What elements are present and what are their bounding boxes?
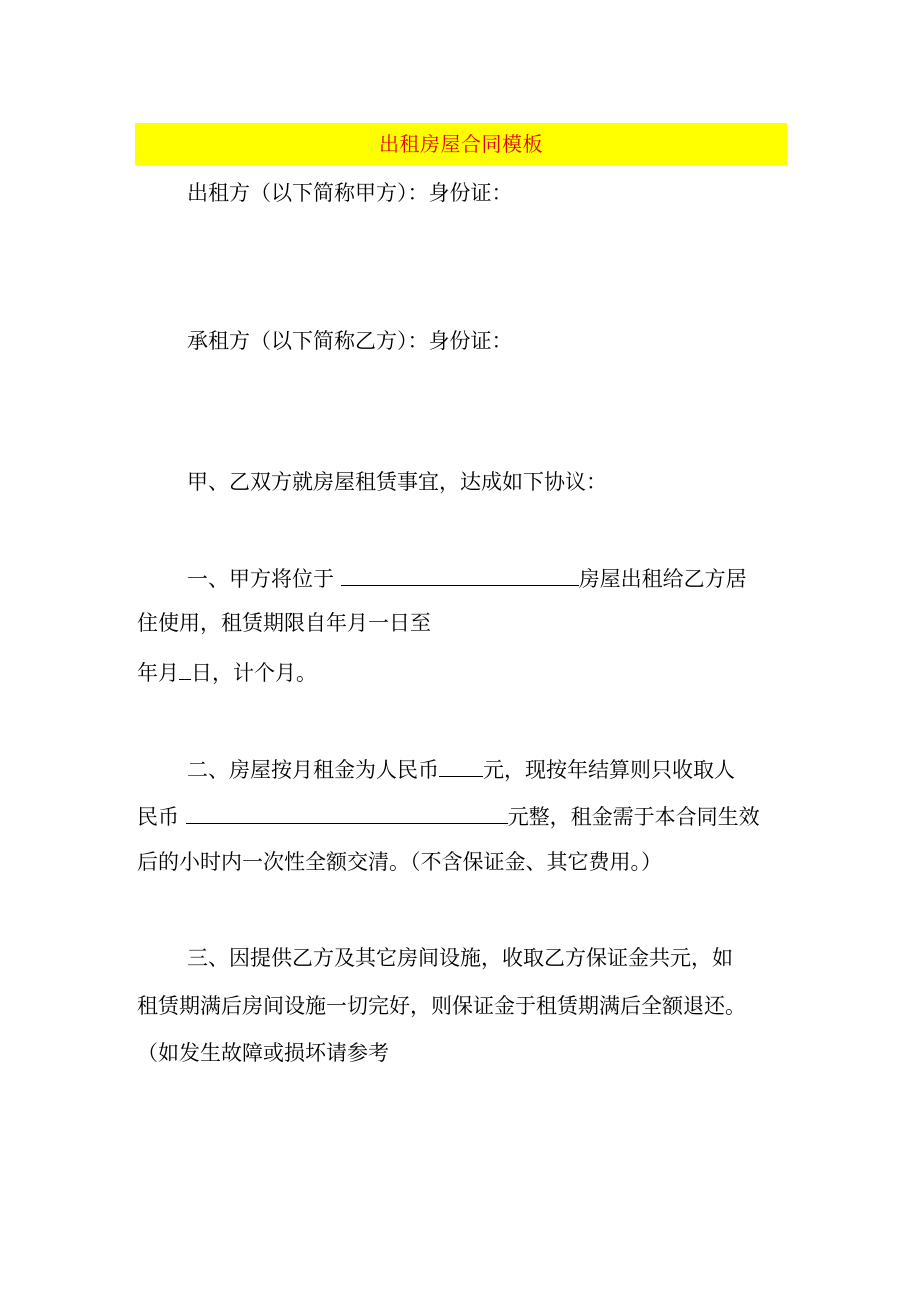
address-blank [341,567,579,586]
document-title: 出租房屋合同模板 [379,132,543,156]
clause2-line2 [137,805,760,828]
clause2-line1 [187,758,735,781]
clause1-line3-b: 日，计个月。 [191,661,317,685]
clause1-text-b: 房屋出租给乙方居 [578,567,747,591]
clause2-line3: 后的小时内一次性全额交清。（不含保证金、其它费用。） [137,850,662,874]
agreement-intro: 甲、乙双方就房屋租赁事宜，达成如下协议： [187,470,607,494]
title-banner [135,123,787,165]
clause1-line2: 住使用，租赁期限自年月一日至 [137,611,431,635]
clause3-line3: （如发生故障或损坏请参考 [137,1041,389,1065]
lessor-line: 出租方（以下简称甲方）：身份证： [187,181,513,205]
clause2-text-a: 二、房屋按月租金为人民币 [187,758,439,782]
clause1-line1 [187,567,747,590]
day-blank [179,661,191,680]
annual-rent-blank [186,805,508,824]
lessee-line: 承租方（以下简称乙方）：身份证： [187,329,513,353]
clause2-text-b: 元，现按年结算则只收取人 [483,758,735,782]
clause3-line2: 租赁期满后房间设施一切完好，则保证金于租赁期满后全额退还。 [137,994,746,1018]
clause1-text-a: 一、甲方将位于 [187,567,334,591]
clause3-line1: 三、因提供乙方及其它房间设施，收取乙方保证金共元，如 [187,946,733,970]
monthly-rent-blank [439,758,483,777]
clause2-line2-b: 元整，租金需于本合同生效 [507,805,760,829]
clause1-line3-a: 年月 [137,661,179,685]
clause1-line3 [137,661,317,684]
clause2-line2-a: 民币 [137,805,179,829]
